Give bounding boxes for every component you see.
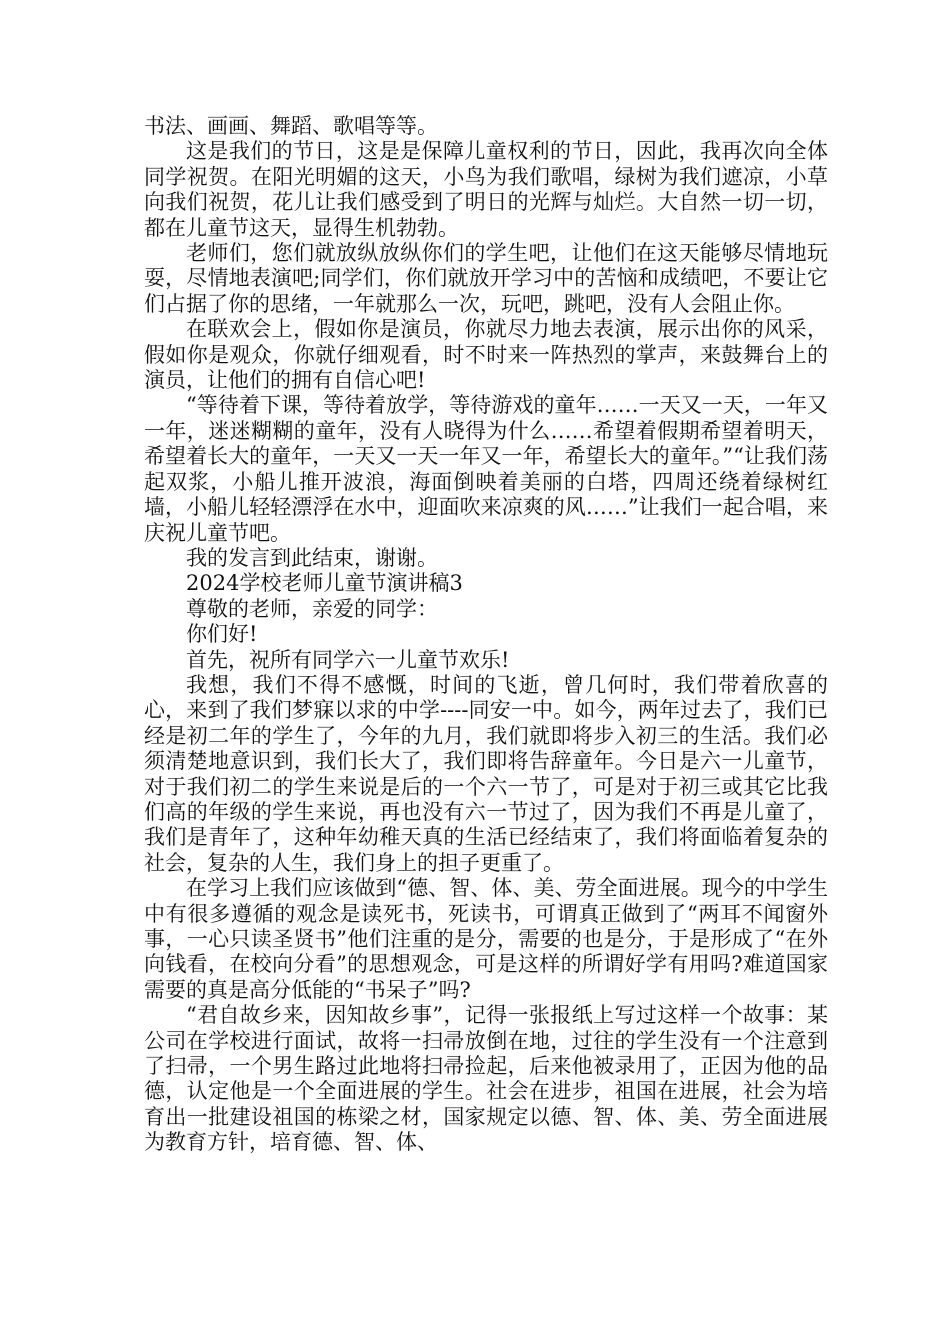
paragraph: “君自故乡来，因知故乡事”，记得一张报纸上写过这样一个故事：某公司在学校进行面试，故将一扫帚放倒在地，过往的学生没有一个注意到了扫帚，一个男生路过此地将扫帚捡起，后来他被录用了，正因为他的品德，认定他是一个全面进展的学生。社会在进步，祖国在进展，社会为培育出一批建设祖国的栋梁之材，国家规定以德、智、体、美、劳全面进展为教育方针，培育德、智、体、	[144, 1003, 828, 1155]
greeting: 你们好!	[186, 622, 258, 647]
paragraph-quote: “等待着下课，等待着放学，等待游戏的童年……一天又一天，一年又一年，迷迷糊糊的童年，没有人晓得为什么……希望着假期希望着明天，希望着长大的童年，一天又一天一年又一年，希望长大的童年。”“让我们荡起双浆，小船儿推开波浪，海面倒映着美丽的白塔，四周还绕着绿树红墙，小船儿轻轻漂浮在水中，迎面吹来凉爽的风……”让我们一起合唱，来庆祝儿童节吧。	[144, 393, 828, 545]
section-title: 2024学校老师儿童节演讲稿3	[186, 571, 463, 596]
salutation: 尊敬的老师，亲爱的同学：	[186, 596, 438, 621]
paragraph: 首先，祝所有同学六一儿童节欢乐!	[186, 647, 510, 672]
paragraph: 这是我们的节日，这是是保障儿童权利的节日，因此，我再次向全体同学祝贺。在阳光明媚的这天，小鸟为我们歌唱，绿树为我们遮凉，小草向我们祝贺，花儿让我们感受到了明日的光辉与灿烂。大自然一切一切，都在儿童节这天，显得生机勃勃。	[144, 139, 828, 240]
document-page	[144, 114, 828, 1156]
paragraph-closing: 我的发言到此结束，谢谢。	[186, 545, 438, 570]
paragraph: 在学习上我们应该做到“德、智、体、美、劳全面进展。现今的中学生中有很多遵循的观念是读死书，死读书，可谓真正做到了“两耳不闻窗外事，一心只读圣贤书”他们注重的是分，需要的也是分，于是形成了“在外向钱看，在校向分看”的思想观念，可是这样的所谓好学有用吗?难道国家需要的真是高分低能的“书呆子”吗?	[144, 876, 828, 1002]
paragraph-continuation: 书法、画画、舞蹈、歌唱等等。	[144, 114, 438, 138]
paragraph: 我想，我们不得不感慨，时间的飞逝，曾几何时，我们带着欣喜的心，来到了我们梦寐以求的中学----同安一中。如今，两年过去了，我们已经是初二年的学生了，今年的九月，我们就即将步入初三的生活。我们必须清楚地意识到，我们长大了，我们即将告辞童年。今日是六一儿童节，对于我们初二的学生来说是后的一个六一节了，可是对于初三或其它比我们高的年级的学生来说，再也没有六一节过了，因为我们不再是儿童了，我们是青年了，这种年幼稚天真的生活已经结束了，我们将面临着复杂的社会，复杂的人生，我们身上的担子更重了。	[144, 672, 828, 875]
paragraph: 在联欢会上，假如你是演员，你就尽力地去表演，展示出你的风采，假如你是观众，你就仔细观看，时不时来一阵热烈的掌声，来鼓舞台上的演员，让他们的拥有自信心吧!	[144, 317, 828, 393]
paragraph: 老师们，您们就放纵放纵你们的学生吧，让他们在这天能够尽情地玩耍，尽情地表演吧;同学们，你们就放开学习中的苦恼和成绩吧，不要让它们占据了你的思绪，一年就那么一次，玩吧，跳吧，没有人会阻止你。	[144, 241, 828, 316]
